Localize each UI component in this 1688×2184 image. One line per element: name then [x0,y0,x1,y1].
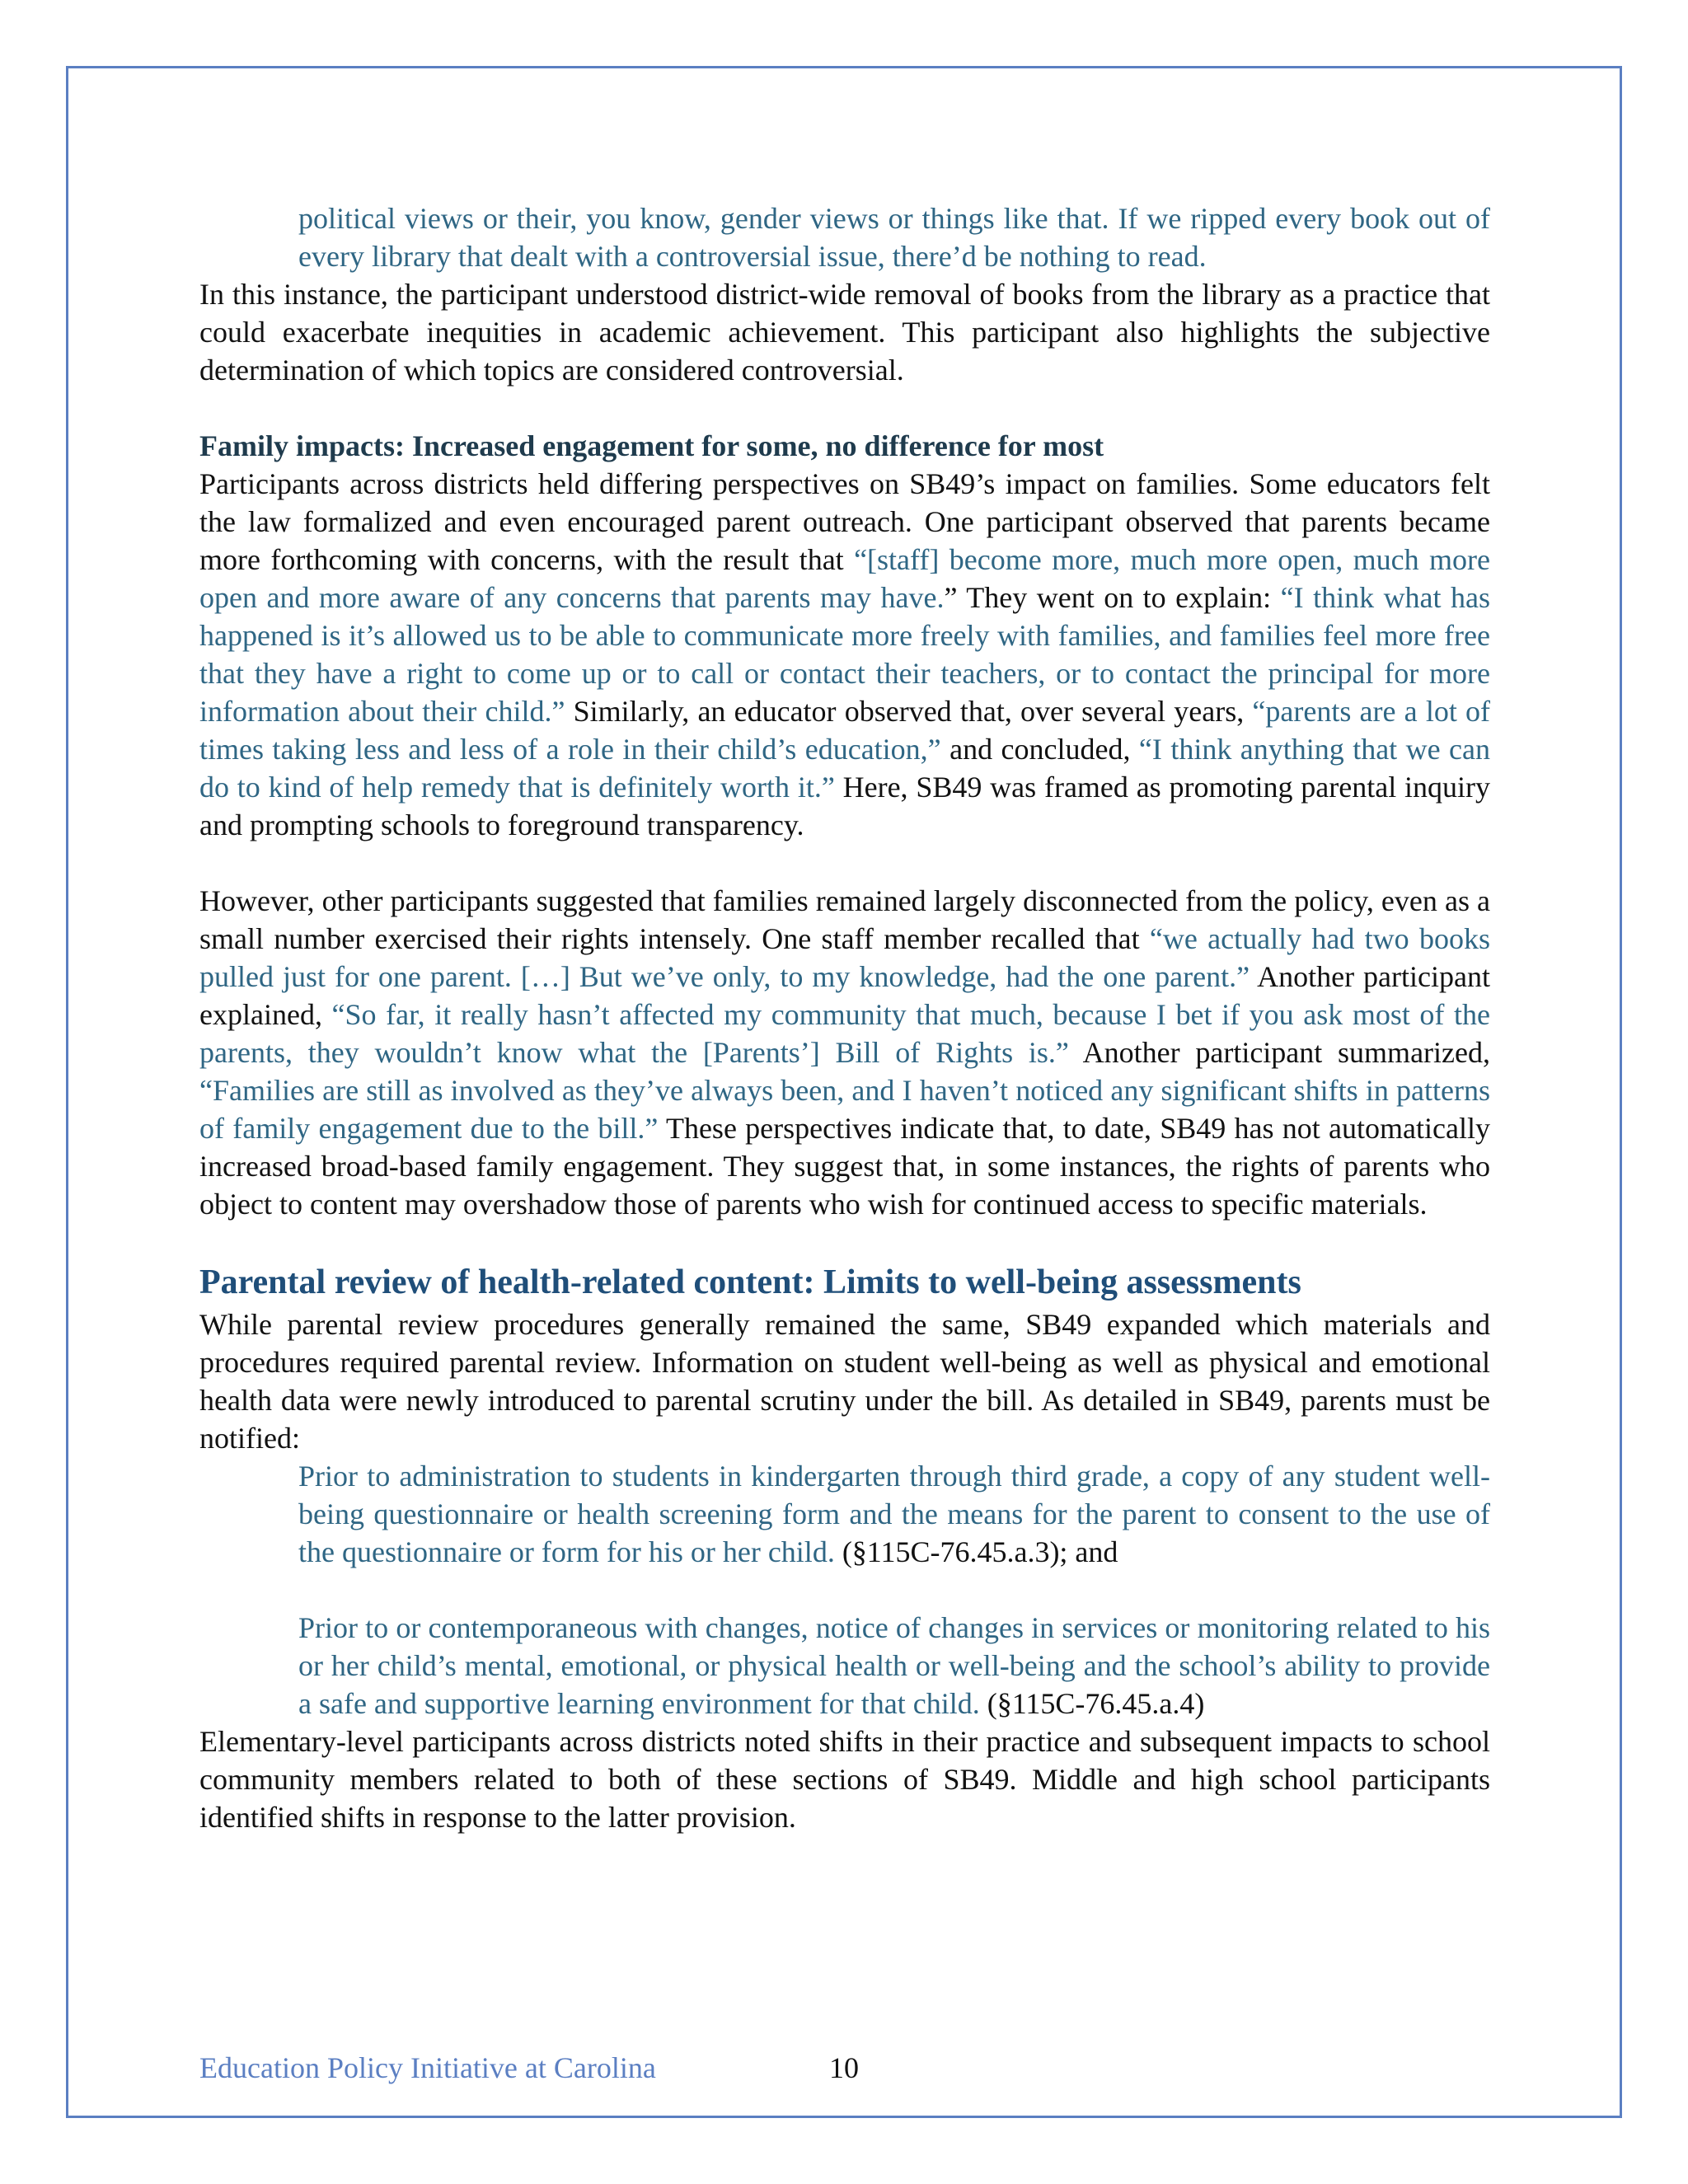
text-span: These perspectives indicate that, to date, SB49 has not automatically increased broad-based family engagement. They suggest that, in some instances, the rights of parents who object to content may overshadow those of parents who wish for continued access to specific materials. [199,1112,1490,1221]
quote-span: Prior to administration to students in kindergarten through third grade, a copy of any student well-being questionnaire or health screening form and the means for the parent to consent to the use of the questionnaire or form for his or her child. [298,1460,1490,1568]
paragraph-book-removal: In this instance, the participant understood district-wide removal of books from the library as a practice that could exacerbate inequities in academic achievement. This participant also highlights the subjective determination of which topics are considered controversial. [199,278,1490,387]
document-body [199,199,1490,1836]
paragraph-parental-review: While parental review procedures generally remained the same, SB49 expanded which materials and procedures required parental review. Information on student well-being as well as physical and emotional health data were newly introduced to parental scrutiny under the bill. As detailed in SB49, parents must be notified: [199,1308,1490,1455]
text-span: Another participant explained, [199,960,1490,1031]
text-span: Here, SB49 was framed as promoting parental inquiry and prompting schools to foreground transparency. [199,771,1490,841]
quote-span: “Families are still as involved as they’ve always been, and I haven’t noticed any significant shifts in patterns of family engagement due to the bill.” [199,1074,1490,1145]
statute-quote-a4 [298,1609,1490,1722]
citation: (§115C-76.45.a.4) [979,1687,1205,1720]
text-span: However, other participants suggested that families remained largely disconnected from the policy, even as a small number exercised their rights intensely. One staff member recalled that [199,884,1490,955]
quote-span: “So far, it really hasn’t affected my community that much, because I bet if you ask most of the parents, they wouldn’t know what the [Parents’] Bill of Rights is.” [199,998,1490,1069]
text-span: Participants across districts held differing perspectives on SB49’s impact on families. Some educators felt the law formalized and even encouraged parent outreach. One participant observed that parents became more forthcoming with concerns, with the result that [199,467,1490,576]
paragraph-families-disconnected [199,882,1490,1223]
text-span: Similarly, an educator observed that, over several years, [565,695,1253,728]
quote-span: “[staff] become more, much more open, much more open and more aware of any concerns that parents may have. [199,543,1490,614]
quote-span: “we actually had two books pulled just for one parent. […] But we’ve only, to my knowledge, had the one parent.” [199,922,1490,993]
text-span: ” They went on to explain: [944,581,1281,614]
quote-span: “parents are a lot of times taking less and less of a role in their child’s education,” [199,695,1490,766]
opening-quote: political views or their, you know, gender views or things like that. If we ripped every book out of every library that dealt with a controversial issue, there’d be nothing to read. [298,202,1490,273]
quote-span: Prior to or contemporaneous with changes, notice of changes in services or monitoring related to his or her child’s mental, emotional, or physical health or well-being and the school’s ability to provide a safe and supportive learning environment for that child. [298,1611,1490,1720]
citation: (§115C-76.45.a.3); and [834,1535,1118,1568]
statute-quote-a3 [298,1457,1490,1571]
family-impacts-heading: Family impacts: Increased engagement for some, no difference for most [199,429,1104,462]
quote-span: “I think what has happened is it’s allowed us to be able to communicate more freely with families, and families feel more free that they have a right to come up or to call or contact their teachers, or to contact the principal for more information about their child.” [199,581,1491,728]
text-span: Another participant summarized, [1068,1036,1490,1069]
page-number: 10 [829,2051,859,2084]
quote-span: “I think anything that we can do to kind of help remedy that is definitely worth it.” [199,733,1490,804]
paragraph-family-engagement [199,465,1490,844]
footer-organization: Education Policy Initiative at Carolina [199,2051,656,2084]
health-review-heading: Parental review of health-related content: Limits to well-being assessments [199,1263,1301,1301]
paragraph-shifts-in-practice: Elementary-level participants across districts noted shifts in their practice and subsequent impacts to school community members related to both of these sections of SB49. Middle and high school participants identified shifts in response to the latter provision. [199,1725,1490,1834]
text-span: and concluded, [940,733,1139,766]
